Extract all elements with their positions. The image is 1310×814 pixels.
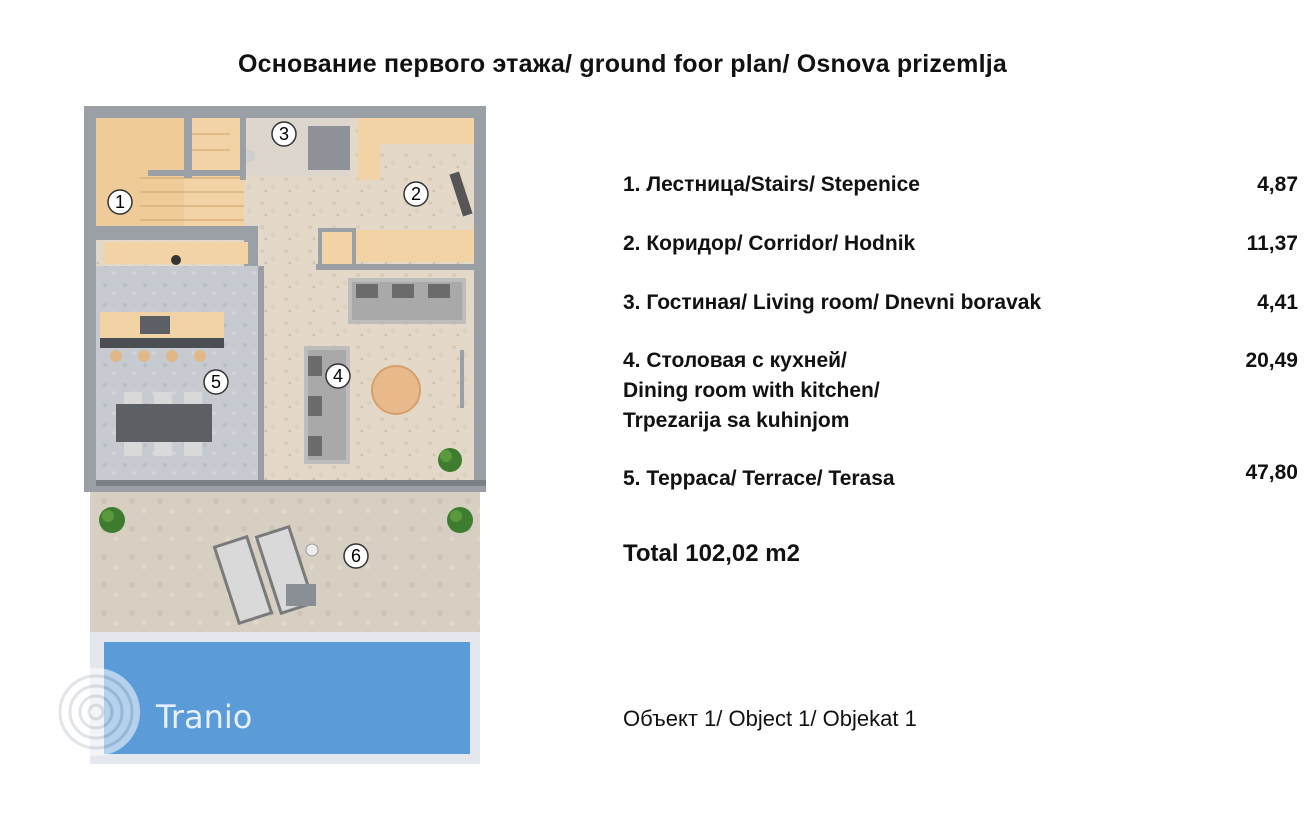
room-area: 20,49 (1245, 349, 1298, 372)
marker-5 (204, 370, 228, 394)
round-rug (372, 366, 420, 414)
object-label: Объект 1/ Object 1/ Objekat 1 (623, 706, 917, 731)
marker-6 (344, 544, 368, 568)
sofa-top (348, 278, 466, 324)
kitchen-floor (96, 266, 258, 482)
marker-4 (326, 364, 350, 388)
total-area: Total 102,02 m2 (623, 540, 800, 567)
floor-plan (40, 100, 500, 780)
dining-table (116, 404, 212, 442)
page-title: Основание первого этажа/ ground foor plan/ Osnova prizemlja (238, 50, 1007, 78)
marker-1 (108, 190, 132, 214)
tranio-logo (52, 668, 140, 756)
room-area: 47,80 (1245, 461, 1298, 484)
room-row-dining (623, 346, 1298, 438)
svg-text:4: 4 (332, 366, 344, 386)
tranio-watermark: Tranio (156, 698, 253, 736)
svg-text:6: 6 (350, 546, 362, 566)
room-label: 1. Лестница/Stairs/ Stepenice (623, 173, 920, 196)
room-label: 3. Гостиная/ Living room/ Dnevni boravak (623, 291, 1042, 314)
room-label: 4. Столовая с кухней/ Dining room with kitchen/ Trpezarija sa kuhinjom (623, 349, 880, 432)
marker-2 (404, 182, 428, 206)
svg-text:2: 2 (410, 184, 422, 204)
svg-text:1: 1 (114, 192, 126, 212)
room-area: 4,87 (1257, 173, 1298, 196)
room-label: 5. Терраса/ Terrace/ Terasa (623, 467, 895, 490)
marker-3 (272, 122, 296, 146)
svg-text:5: 5 (210, 372, 222, 392)
svg-text:3: 3 (278, 124, 290, 144)
bathroom (240, 118, 350, 180)
sofa-left (304, 346, 350, 464)
room-area: 11,37 (1246, 232, 1298, 255)
room-area: 4,41 (1257, 291, 1298, 314)
room-label: 2. Коридор/ Corridor/ Hodnik (623, 232, 916, 255)
